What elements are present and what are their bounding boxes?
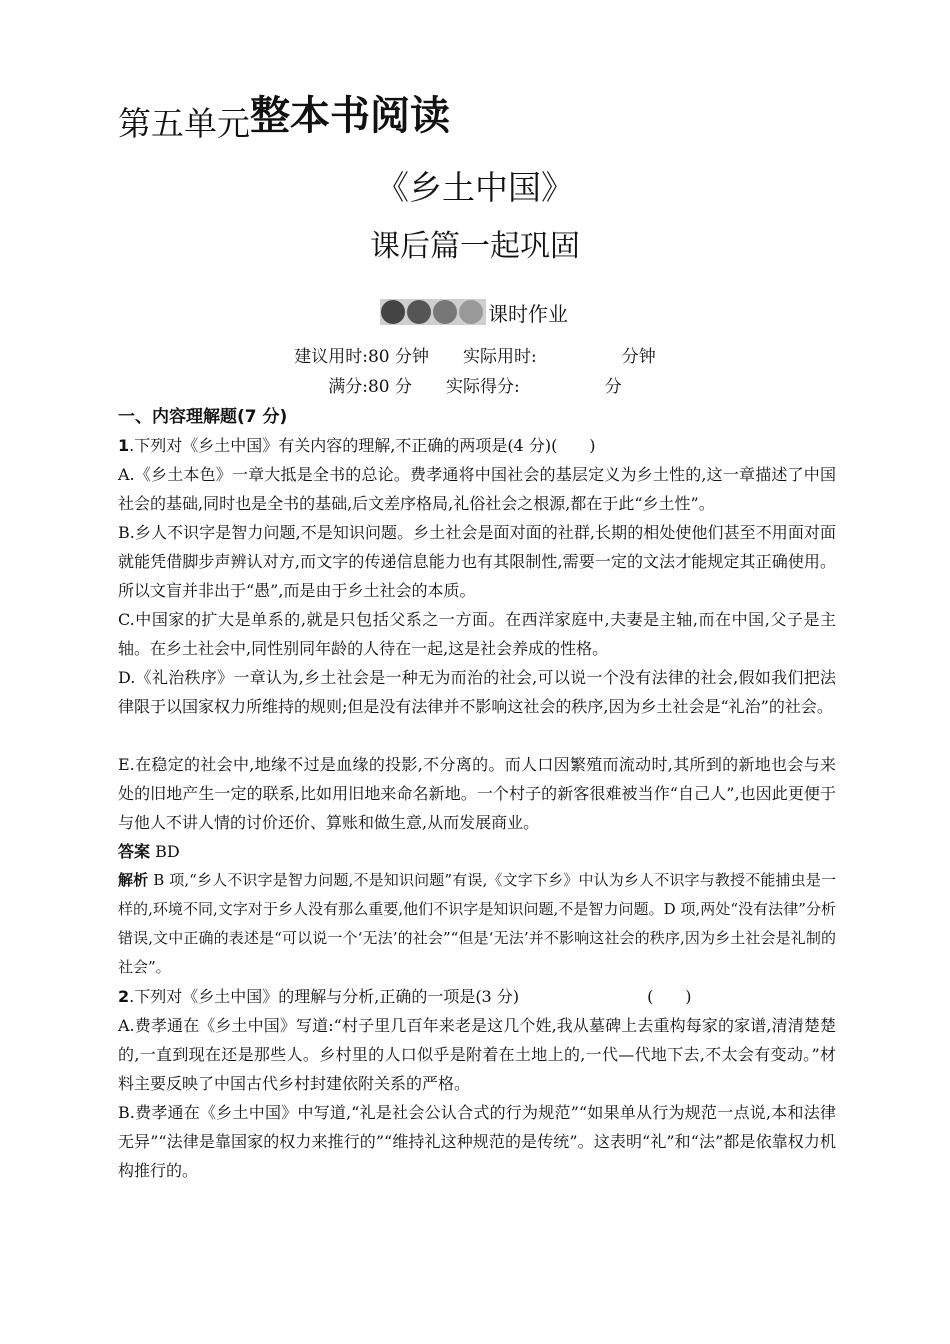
question-1-option-d: D.《礼治秩序》一章认为,乡土社会是一种无为而治的社会,可以说一个没有法律的社会,假如我们把法律限于以国家权力所维持的规则;但是没有法律并不影响这社会的秩序,因为乡土社会是“礼治”的社会。: [118, 668, 836, 716]
book-title: 《乡土中国》: [376, 168, 574, 207]
section-title: 一、内容理解题(7 分): [118, 407, 288, 427]
question-1-text: .下列对《乡土中国》有关内容的理解,不正确的两项是(4 分)( ): [129, 436, 596, 455]
progress-dots-icon: [380, 299, 486, 325]
question-1-option-b: B.乡人不识字是智力问题,不是知识问题。乡土社会是面对面的社群,长期的相处使他们甚至不用面对面就能凭借脚步声辨认对方,而文字的传递信息能力也有其限制性,需要一定的文法才能规定其正确使用。所以文盲并非出于“愚”,而是由于乡土社会的本质。: [118, 523, 836, 600]
question-1-option-e: E.在稳定的社会中,地缘不过是血缘的投影,不分离的。而人口因繁殖而流动时,其所到的新地也会与来处的旧地产生一定的联系,比如用旧地来命名新地。一个村子的新客很难被当作“自己人”,也因此更便于与他人不讲人情的讨价还价、算账和做生意,从而发展商业。: [118, 755, 836, 832]
question-1-option-c: C.中国家的扩大是单系的,就是只包括父系之一方面。在西洋家庭中,夫妻是主轴,而在中国,父子是主轴。在乡土社会中,同性别同年龄的人待在一起,这是社会养成的性格。: [118, 610, 836, 658]
homework-banner: [380, 298, 568, 326]
question-1-answer: [118, 837, 836, 866]
analysis-text: B 项,“乡人不识字是智力问题,不是知识问题”有误,《文字下乡》中认为乡人不识字与教授不能捕虫是一样的,环境不同,文字对于乡人没有那么重要,他们不识字是知识问题,不是智力问题。D 项,两处“没有法律”分析错误,文中正确的表述是“可以说一个‘无法’的社会”“但是‘无法’并不影响这社会的秩序,因为乡土社会是礼制的社会”。: [118, 871, 836, 976]
question-1-option-a: A.《乡土本色》一章大抵是全书的总论。费孝通将中国社会的基层定义为乡土性的,这一章描述了中国社会的基础,同时也是全书的基础,后文差序格局,礼俗社会之根源,都在于此“乡土性”。: [118, 465, 836, 513]
question-2-number: 2: [118, 987, 130, 1006]
answer-value: BD: [150, 842, 180, 861]
question-1-stem: [118, 431, 836, 460]
question-1-analysis: [118, 866, 836, 982]
question-1-number: 1: [118, 436, 130, 455]
score-line: 满分:80 分 实际得分: 分: [328, 377, 622, 397]
question-2-option-a: A.费孝通在《乡土中国》写道:“村子里几百年来老是这几个姓,我从墓碑上去重构每家的家谱,清清楚楚的,一直到现在还是那些人。乡村里的人口似乎是附着在土地上的,一代—代地下去,不太会有变动。”材料主要反映了中国古代乡村封建依附关系的严格。: [118, 1016, 836, 1093]
unit-title: [118, 93, 450, 143]
unit-topic: 整本书阅读: [250, 93, 450, 139]
homework-label: 课时作业: [488, 301, 568, 326]
page-subtitle: 课后篇一起巩固: [370, 229, 580, 264]
question-2-stem: [118, 982, 836, 1011]
answer-label: 答案: [118, 842, 151, 861]
question-2-text: .下列对《乡土中国》的理解与分析,正确的一项是(3 分) ( ): [129, 987, 692, 1006]
question-2-option-b: B.费孝通在《乡土中国》中写道,“礼是社会公认合式的行为规范”“如果单从行为规范一点说,本和法律无异”“法律是靠国家的权力来推行的”“维持礼这种规范的是传统”。这表明“礼”和“法”都是依靠权力机构推行的。: [118, 1103, 836, 1180]
unit-number: 第五单元: [118, 104, 250, 143]
analysis-label: 解析: [118, 871, 149, 889]
time-line: 建议用时:80 分钟 实际用时: 分钟: [294, 347, 656, 367]
